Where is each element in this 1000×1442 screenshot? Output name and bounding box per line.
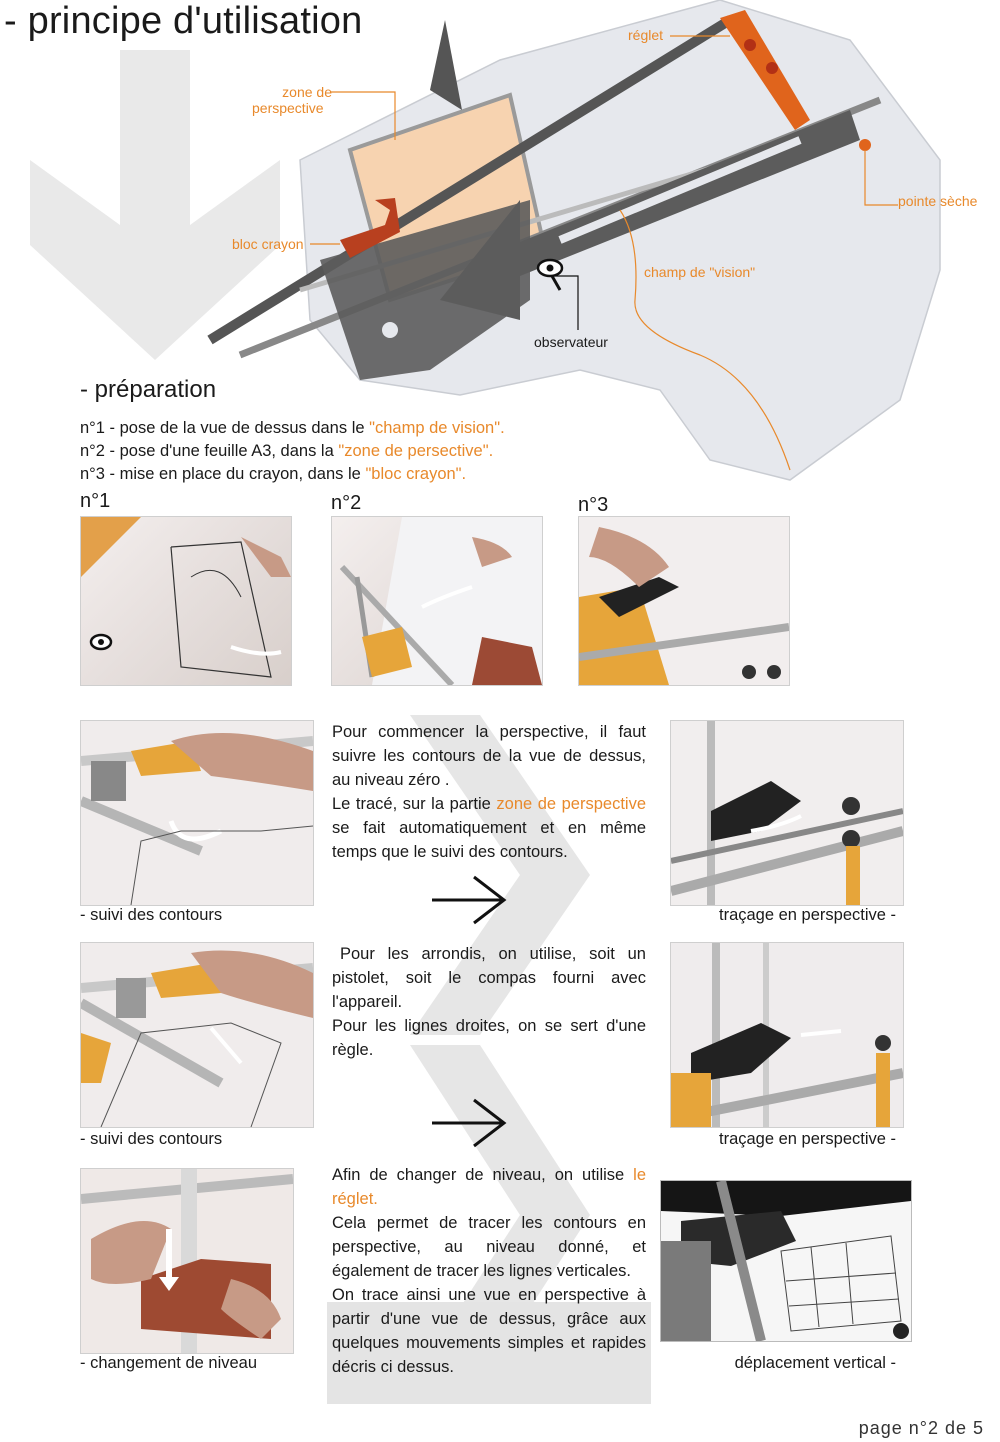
label-zone-line1: zone de xyxy=(282,84,332,100)
step-1-text xyxy=(332,720,646,864)
photo-contour-1 xyxy=(80,720,314,906)
text-span: Le tracé, sur la partie xyxy=(332,795,497,813)
label-zone-line2: perspective xyxy=(252,100,324,116)
pointe-seche xyxy=(859,139,871,151)
photo-step-1 xyxy=(80,516,292,686)
label-reglet: réglet xyxy=(628,27,664,43)
photo-trace-2 xyxy=(670,942,904,1128)
text-highlight: zone de perspective xyxy=(496,795,646,813)
photo-level-change xyxy=(80,1168,294,1354)
prep-line-text: n°2 - pose d'une feuille A3, dans la xyxy=(80,442,339,460)
step-1-text-b xyxy=(332,792,646,864)
prep-line-1 xyxy=(80,419,505,438)
prep-line-highlight: "champ de vision". xyxy=(369,419,505,437)
photo-contour-2 xyxy=(80,942,314,1128)
caption-right-1: traçage en perspective - xyxy=(718,906,896,924)
photo-trace-1 xyxy=(670,720,904,906)
step-3-text-c: On trace ainsi une vue en perspective à partir d'une vue de dessus, grâce aux quelques mouvements simples et rapides décris ci dessus. xyxy=(332,1286,646,1376)
preparation-title: - préparation xyxy=(80,376,217,403)
step-3-text-b: Cela permet de tracer les contours en perspective, au niveau donné, et également de tracer les lignes verticales. xyxy=(332,1214,646,1280)
reglet-knob xyxy=(766,62,778,74)
label-zone-perspective xyxy=(276,84,332,100)
prep-line-text: n°3 - mise en place du crayon, dans le xyxy=(80,465,366,483)
step-2-text-a: Pour les arrondis, on utilise, soit un pistolet, soit le compas fourni avec l'appareil. xyxy=(332,945,646,1011)
caption-right-3: déplacement vertical - xyxy=(734,1354,896,1372)
step-3-text-a xyxy=(332,1163,646,1211)
photo-label-2: n°2 xyxy=(331,492,362,514)
label-observateur: observateur xyxy=(534,334,608,350)
photo-step-2 xyxy=(331,516,543,686)
photo-label-3: n°3 xyxy=(578,494,609,516)
caption-right-2: traçage en perspective - xyxy=(718,1130,896,1148)
caption-left-3: - changement de niveau xyxy=(80,1354,258,1372)
page-footer: page n°2 de 5 xyxy=(858,1418,984,1438)
prep-line-highlight: "bloc crayon". xyxy=(365,465,467,483)
step-3-text xyxy=(332,1163,646,1379)
page-title: - principe d'utilisation xyxy=(4,0,363,42)
photo-vertical-move xyxy=(660,1180,912,1342)
step-2-text-b: Pour les lignes droites, on se sert d'une règle. xyxy=(332,1017,646,1059)
frame-hole xyxy=(382,322,398,338)
label-pointe-seche: pointe sèche xyxy=(898,193,978,209)
caption-left-2: - suivi des contours xyxy=(80,1130,223,1148)
reglet-knob xyxy=(744,39,756,51)
photo-label-1: n°1 xyxy=(80,490,111,512)
text-highlight: le réglet. xyxy=(332,1166,646,1208)
prep-line-text: n°1 - pose de la vue de dessus dans le xyxy=(80,419,370,437)
step-1-text-a: Pour commencer la perspective, il faut suivre les contours de la vue de dessus, au niveau zéro . xyxy=(332,723,646,789)
caption-left-1: - suivi des contours xyxy=(80,906,223,924)
text-span: se fait automatiquement et en même temps que le suivi des contours. xyxy=(332,819,646,861)
label-champ-vision: champ de "vision" xyxy=(644,264,756,280)
arrow-right-icon xyxy=(432,1098,512,1148)
prep-line-highlight: "zone de persective". xyxy=(338,442,494,460)
label-bloc-crayon: bloc crayon xyxy=(232,236,304,252)
prep-line-2 xyxy=(80,442,493,461)
step-2-text xyxy=(332,942,646,1062)
text-span: Afin de changer de niveau, on utilise xyxy=(332,1166,634,1184)
photo-step-3 xyxy=(578,516,790,686)
arrow-right-icon xyxy=(432,875,512,925)
prep-line-3 xyxy=(80,465,466,484)
